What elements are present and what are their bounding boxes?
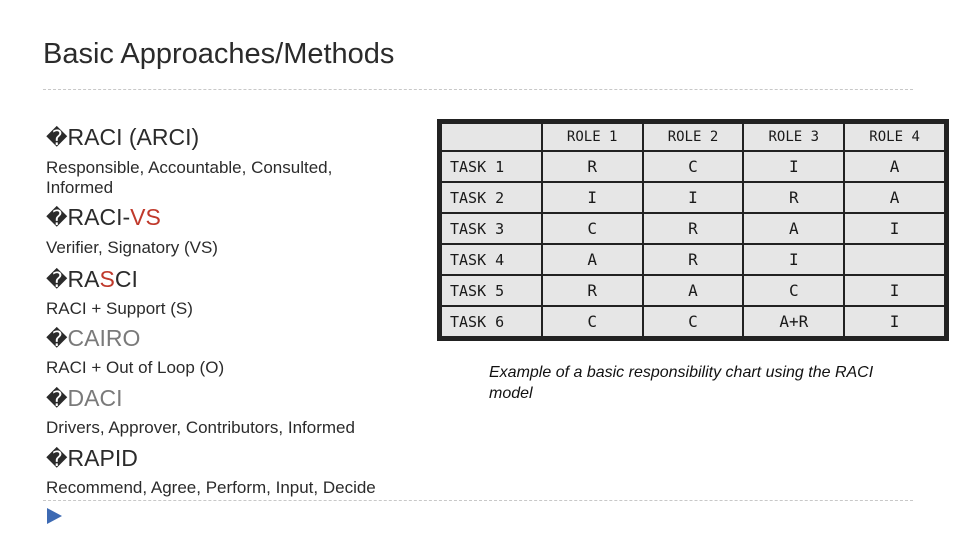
method-name-part: RACI (ARCI) bbox=[67, 124, 200, 150]
role-header: ROLE 2 bbox=[643, 123, 744, 151]
bullet-icon: � bbox=[46, 388, 68, 411]
raci-cell bbox=[844, 244, 945, 275]
bullet-icon: � bbox=[46, 269, 68, 292]
raci-cell: A bbox=[844, 182, 945, 213]
method-description: Responsible, Accountable, Consulted, Informed bbox=[46, 158, 333, 197]
table-row bbox=[441, 275, 945, 306]
table-row bbox=[441, 213, 945, 244]
method-heading bbox=[46, 206, 161, 229]
footer-divider bbox=[43, 500, 913, 501]
task-label: TASK 4 bbox=[441, 244, 542, 275]
method-heading bbox=[46, 268, 138, 291]
raci-cell: A+R bbox=[743, 306, 844, 337]
raci-cell: C bbox=[643, 151, 744, 182]
bullet-icon: � bbox=[46, 127, 68, 150]
raci-cell: I bbox=[844, 275, 945, 306]
bullet-icon: � bbox=[46, 448, 68, 471]
chart-caption: Example of a basic responsibility chart using the RACI model bbox=[489, 364, 874, 402]
table-row bbox=[441, 306, 945, 337]
method-heading bbox=[46, 126, 199, 149]
method-description: Drivers, Approver, Contributors, Informed bbox=[46, 418, 355, 437]
method-name-part: RAPID bbox=[67, 445, 138, 471]
table-row bbox=[441, 182, 945, 213]
task-label: TASK 2 bbox=[441, 182, 542, 213]
raci-cell: C bbox=[743, 275, 844, 306]
method-description: RACI + Support (S) bbox=[46, 299, 193, 318]
method-description: RACI + Out of Loop (O) bbox=[46, 358, 225, 377]
raci-table bbox=[440, 122, 946, 338]
method-description: Verifier, Signatory (VS) bbox=[46, 238, 218, 257]
raci-cell: C bbox=[542, 306, 643, 337]
method-name-part: VS bbox=[130, 204, 161, 230]
method-heading bbox=[46, 447, 138, 470]
raci-cell: A bbox=[743, 213, 844, 244]
raci-cell: R bbox=[643, 244, 744, 275]
role-header: ROLE 1 bbox=[542, 123, 643, 151]
raci-cell: I bbox=[643, 182, 744, 213]
method-name-part: CI bbox=[114, 266, 138, 292]
method-description: Recommend, Agree, Perform, Input, Decide bbox=[46, 478, 376, 497]
raci-cell: I bbox=[743, 244, 844, 275]
page-title: Basic Approaches/Methods bbox=[43, 38, 395, 70]
raci-cell: A bbox=[643, 275, 744, 306]
method-name-part: CAIRO bbox=[67, 325, 141, 351]
raci-cell: A bbox=[542, 244, 643, 275]
role-header: ROLE 4 bbox=[844, 123, 945, 151]
method-name-part: RACI- bbox=[67, 204, 131, 230]
method-name-part: RA bbox=[67, 266, 100, 292]
raci-cell: C bbox=[643, 306, 744, 337]
raci-cell: I bbox=[542, 182, 643, 213]
role-header: ROLE 3 bbox=[743, 123, 844, 151]
table-row bbox=[441, 151, 945, 182]
raci-cell: R bbox=[542, 151, 643, 182]
raci-cell: R bbox=[542, 275, 643, 306]
task-label: TASK 5 bbox=[441, 275, 542, 306]
task-label: TASK 6 bbox=[441, 306, 542, 337]
method-heading bbox=[46, 387, 123, 410]
table-row bbox=[441, 244, 945, 275]
raci-cell: I bbox=[844, 306, 945, 337]
header-divider bbox=[43, 89, 913, 90]
task-label: TASK 1 bbox=[441, 151, 542, 182]
raci-cell: R bbox=[743, 182, 844, 213]
table-corner-cell bbox=[441, 123, 542, 151]
task-label: TASK 3 bbox=[441, 213, 542, 244]
raci-cell: C bbox=[542, 213, 643, 244]
raci-cell: I bbox=[743, 151, 844, 182]
method-name-part: DACI bbox=[67, 385, 123, 411]
raci-cell: A bbox=[844, 151, 945, 182]
raci-cell: I bbox=[844, 213, 945, 244]
method-heading bbox=[46, 327, 140, 350]
method-name-part: S bbox=[99, 266, 115, 292]
raci-chart-image bbox=[437, 119, 949, 341]
play-triangle-icon[interactable] bbox=[47, 508, 62, 524]
raci-cell: R bbox=[643, 213, 744, 244]
bullet-icon: � bbox=[46, 207, 68, 230]
bullet-icon: � bbox=[46, 328, 68, 351]
